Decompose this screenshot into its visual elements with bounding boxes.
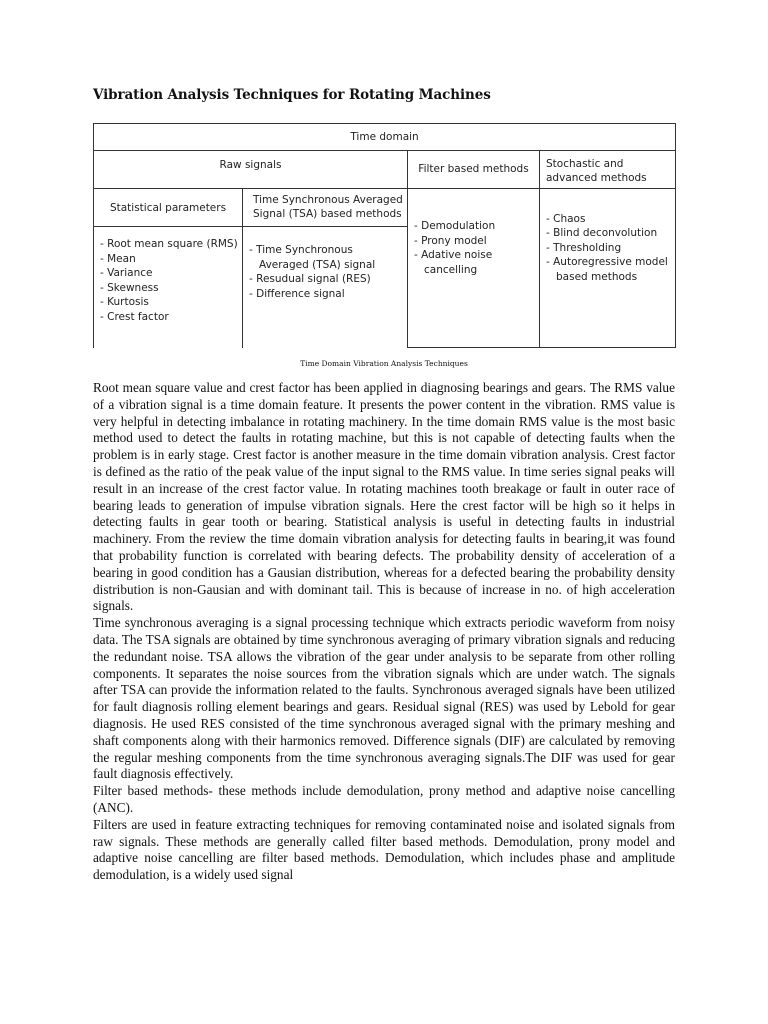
list-item: - Chaos	[546, 212, 586, 225]
statistical-parameters-cell	[94, 227, 243, 348]
list-item: - Difference signal	[249, 287, 345, 300]
figure-caption: Time Domain Vibration Analysis Techniques	[300, 359, 468, 368]
list-item: - Prony model	[414, 234, 487, 247]
tsa-header-line-2: Signal (TSA) based methods	[253, 208, 402, 220]
list-item: - Blind deconvolution	[546, 227, 658, 240]
list-item: - Root mean square (RMS)	[100, 238, 238, 250]
stochastic-methods-cell	[540, 189, 676, 348]
filter-based-methods-header: Filter based methods	[408, 151, 540, 189]
statistical-parameters-header: Statistical parameters	[94, 189, 243, 227]
tsa-methods-list	[249, 243, 403, 301]
stochastic-header-line-1: Stochastic and	[546, 158, 624, 170]
list-item: - Autoregressive model	[546, 256, 668, 269]
stochastic-methods-header	[540, 151, 676, 189]
table-row	[94, 189, 676, 227]
paragraph-rms-crest-factor: Root mean square value and crest factor has been applied in diagnosing bearings and gears. The RMS value of a vibration signal is a time domain feature. It presents the power content in the vibration. RMS value is very helpful in detecting imbalance in rotating machinery. In the time domain RMS value is the most basic method used to detect the faults in rotating machine, but this is not capable of detecting faults when the problem is in early stage. Crest factor is another measure in the time domain vibration analysis. Crest factor is defined as the ratio of the peak value of the input signal to the RMS value. In time series signal peaks will result in an increase of the crest factor value. In rotating machines tooth breakage or fault in outer race of bearing leads to generation of impulse vibration signals. Here the crest factor will be high so it helps in detecting faults in gear tooth or bearing. Statistical analysis is useful in detecting faults in industrial machinery. From the review the time domain vibration analysis for detecting faults in bearing,it was found that probability function is correlated with bearing defects. The probability density of acceleration of a bearing in good condition has a Gausian distribution, whereas for a defected bearing the probability density distribution is non-Gausian and with dominant tail. This is because of increase in no. of high acceleration signals.	[93, 380, 675, 614]
list-item: based methods	[556, 270, 638, 283]
stochastic-methods-list	[546, 212, 671, 285]
table-row	[94, 151, 676, 189]
raw-signals-header: Raw signals	[94, 151, 408, 189]
list-item: - Resudual signal (RES)	[249, 273, 371, 285]
list-item: cancelling	[424, 263, 478, 276]
list-item: - Kurtosis	[100, 296, 149, 308]
body-text	[93, 380, 675, 884]
tsa-methods-header	[243, 189, 408, 227]
table-row	[94, 124, 676, 151]
list-item: - Thresholding	[546, 241, 622, 254]
document-title: Vibration Analysis Techniques for Rotating Machines	[93, 87, 491, 103]
list-item: - Time Synchronous	[249, 244, 353, 256]
list-item: - Adative noise	[414, 249, 493, 261]
list-item: - Skewness	[100, 281, 159, 294]
techniques-table-figure	[93, 123, 675, 347]
tsa-header-line-1: Time Synchronous Averaged	[253, 194, 403, 206]
techniques-table	[93, 123, 676, 348]
paragraph-filter-methods-intro: Filter based methods- these methods include demodulation, prony method and adaptive noise cancelling (ANC).	[93, 783, 675, 815]
list-item: - Mean	[100, 252, 136, 265]
paragraph-time-synchronous-averaging: Time synchronous averaging is a signal processing technique which extracts periodic waveform from noisy data. The TSA signals are obtained by time synchronous averaging of primary vibration signals and reducing the redundant noise. TSA allows the vibration of the gear under analysis to be separate from other rolling components. It separates the noise sources from the vibration signals which are under watch. The signals after TSA can provide the information related to the faults. Synchronous averaged signals have been utilized for fault diagnosis rolling element bearings and gears. Residual signal (RES) was used by Lebold for gear diagnosis. He used RES consisted of the time synchronous averaged signal with the primary meshing and shaft components along with their harmonics removed. Difference signals (DIF) are calculated by removing the regular meshing components from the time synchronous averaging signals.The DIF was used for gear fault diagnosis effectively.	[93, 615, 675, 782]
filter-methods-list	[414, 219, 535, 277]
statistical-parameters-list	[100, 237, 238, 324]
filter-methods-cell	[408, 189, 540, 348]
time-domain-header: Time domain	[94, 124, 676, 151]
list-item: Averaged (TSA) signal	[259, 258, 376, 271]
stochastic-header-line-2: advanced methods	[546, 172, 647, 184]
list-item: - Crest factor	[100, 310, 169, 323]
paragraph-filters: Filters are used in feature extracting techniques for removing contaminated noise and isolated signals from raw signals. These methods are generally called filter based methods. Demodulation, prony model and adaptive noise cancelling are filter based methods. Demodulation, which includes phase and amplitude demodulation, is a widely used signal	[93, 816, 675, 883]
tsa-methods-cell	[243, 227, 408, 348]
list-item: - Variance	[100, 267, 153, 279]
list-item: - Demodulation	[414, 220, 496, 232]
